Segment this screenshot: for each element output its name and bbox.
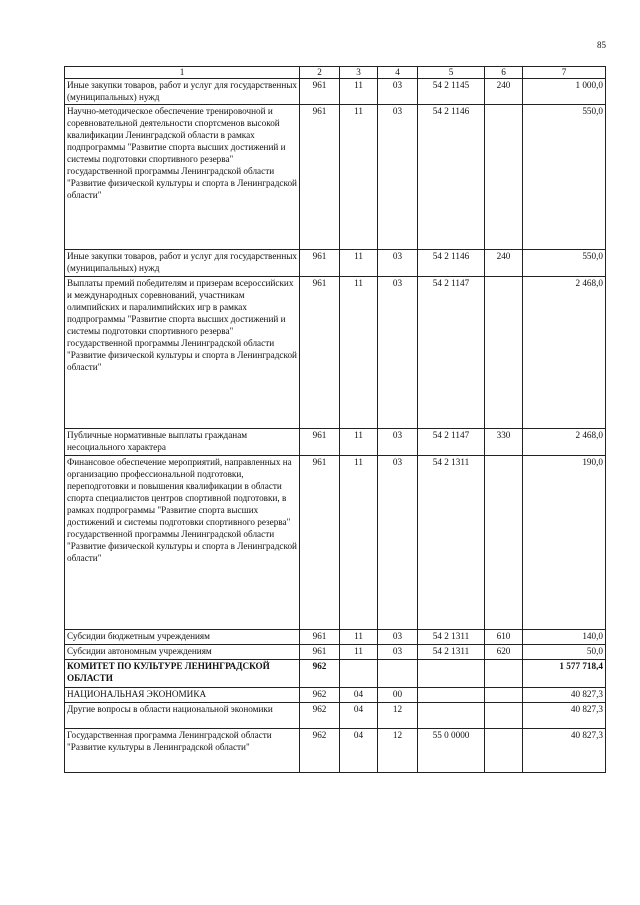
cell-subsection (378, 660, 418, 688)
cell-subsection: 03 (378, 105, 418, 250)
row-name: Субсидии автономным учреждениям (65, 645, 300, 660)
cell-expense-type (485, 277, 523, 429)
cell-expense-type: 240 (485, 78, 523, 105)
cell-subsection: 12 (378, 729, 418, 773)
cell-section: 11 (340, 645, 378, 660)
cell-target: 54 2 1311 (418, 645, 485, 660)
cell-target (418, 703, 485, 729)
cell-section: 11 (340, 429, 378, 456)
cell-amount: 140,0 (523, 630, 606, 645)
table-row (65, 645, 606, 660)
cell-section: 11 (340, 630, 378, 645)
table-row (65, 729, 606, 773)
cell-amount: 40 827,3 (523, 688, 606, 703)
row-name: КОМИТЕТ ПО КУЛЬТУРЕ ЛЕНИНГРАДСКОЙ ОБЛАСТИ (65, 660, 300, 688)
cell-target: 55 0 0000 (418, 729, 485, 773)
column-header: 3 (340, 67, 378, 79)
cell-admin: 961 (300, 630, 340, 645)
page-number: 85 (597, 40, 606, 50)
row-name: Научно-методическое обеспечение тренировочной и соревновательной деятельности спортсменов высокой квалификации Ленинградской области в рамках подпрограммы "Развитие спорта высших достижений и системы подготовки спортивного резерва" государственной программы Ленинградской области "Развитие физической культуры и спорта в Ленинградской области" (65, 105, 300, 250)
cell-target: 54 2 1145 (418, 78, 485, 105)
cell-section: 11 (340, 105, 378, 250)
cell-section: 11 (340, 78, 378, 105)
column-header: 4 (378, 67, 418, 79)
cell-section: 11 (340, 250, 378, 277)
cell-admin: 961 (300, 429, 340, 456)
cell-section: 04 (340, 729, 378, 773)
cell-expense-type (485, 703, 523, 729)
cell-subsection: 03 (378, 645, 418, 660)
cell-admin: 962 (300, 729, 340, 773)
cell-target (418, 660, 485, 688)
cell-amount: 1 577 718,4 (523, 660, 606, 688)
cell-amount: 550,0 (523, 105, 606, 250)
table-row (65, 630, 606, 645)
cell-admin: 962 (300, 703, 340, 729)
column-header: 6 (485, 67, 523, 79)
cell-subsection: 03 (378, 630, 418, 645)
cell-admin: 962 (300, 660, 340, 688)
table-row (65, 250, 606, 277)
cell-expense-type (485, 105, 523, 250)
cell-target: 54 2 1147 (418, 277, 485, 429)
cell-amount: 40 827,3 (523, 703, 606, 729)
cell-amount: 2 468,0 (523, 429, 606, 456)
cell-target: 54 2 1146 (418, 250, 485, 277)
table-row (65, 703, 606, 729)
cell-subsection: 03 (378, 277, 418, 429)
cell-section: 11 (340, 277, 378, 429)
table-row (65, 105, 606, 250)
cell-expense-type (485, 660, 523, 688)
cell-admin: 961 (300, 645, 340, 660)
row-name: Публичные нормативные выплаты гражданам несоциального характера (65, 429, 300, 456)
cell-subsection: 03 (378, 456, 418, 630)
cell-expense-type: 610 (485, 630, 523, 645)
row-name: Финансовое обеспечение мероприятий, направленных на организацию профессиональной подготовки, переподготовки и повышения квалификации в области спорта специалистов центров спортивной подготовки, в рамках подпрограммы "Развитие спорта высших достижений и системы подготовки спортивного резерва" государственной программы Ленинградской области "Развитие физической культуры и спорта в Ленинградской области" (65, 456, 300, 630)
cell-expense-type: 620 (485, 645, 523, 660)
row-name: НАЦИОНАЛЬНАЯ ЭКОНОМИКА (65, 688, 300, 703)
cell-expense-type: 330 (485, 429, 523, 456)
cell-target: 54 2 1146 (418, 105, 485, 250)
cell-admin: 961 (300, 456, 340, 630)
cell-subsection: 12 (378, 703, 418, 729)
header-row (65, 67, 606, 79)
row-name: Другие вопросы в области национальной экономики (65, 703, 300, 729)
cell-target: 54 2 1147 (418, 429, 485, 456)
row-name: Государственная программа Ленинградской области "Развитие культуры в Ленинградской области" (65, 729, 300, 773)
cell-subsection: 03 (378, 78, 418, 105)
cell-admin: 961 (300, 78, 340, 105)
cell-admin: 962 (300, 688, 340, 703)
budget-table (64, 66, 606, 773)
cell-subsection: 03 (378, 429, 418, 456)
table-row (65, 78, 606, 105)
cell-section (340, 660, 378, 688)
cell-amount: 40 827,3 (523, 729, 606, 773)
cell-expense-type (485, 456, 523, 630)
cell-section: 11 (340, 456, 378, 630)
cell-admin: 961 (300, 277, 340, 429)
cell-section: 04 (340, 688, 378, 703)
table-row (65, 456, 606, 630)
cell-amount: 550,0 (523, 250, 606, 277)
cell-section: 04 (340, 703, 378, 729)
cell-amount: 190,0 (523, 456, 606, 630)
row-name: Иные закупки товаров, работ и услуг для государственных (муниципальных) нужд (65, 250, 300, 277)
column-header: 1 (65, 67, 300, 79)
table-row (65, 688, 606, 703)
cell-target: 54 2 1311 (418, 456, 485, 630)
cell-amount: 2 468,0 (523, 277, 606, 429)
cell-amount: 50,0 (523, 645, 606, 660)
cell-subsection: 03 (378, 250, 418, 277)
table-row (65, 660, 606, 688)
row-name: Субсидии бюджетным учреждениям (65, 630, 300, 645)
table-row (65, 429, 606, 456)
column-header: 7 (523, 67, 606, 79)
column-header: 5 (418, 67, 485, 79)
cell-amount: 1 000,0 (523, 78, 606, 105)
row-name: Иные закупки товаров, работ и услуг для государственных (муниципальных) нужд (65, 78, 300, 105)
cell-target (418, 688, 485, 703)
cell-subsection: 00 (378, 688, 418, 703)
column-header: 2 (300, 67, 340, 79)
table-row (65, 277, 606, 429)
cell-expense-type: 240 (485, 250, 523, 277)
cell-admin: 961 (300, 250, 340, 277)
cell-admin: 961 (300, 105, 340, 250)
row-name: Выплаты премий победителям и призерам всероссийских и международных соревнований, участникам олимпийских и паралимпийских игр в рамках подпрограммы "Развитие спорта высших достижений и системы подготовки спортивного резерва" государственной программы Ленинградской области "Развитие физической культуры и спорта в Ленинградской области" (65, 277, 300, 429)
cell-expense-type (485, 688, 523, 703)
cell-expense-type (485, 729, 523, 773)
cell-target: 54 2 1311 (418, 630, 485, 645)
